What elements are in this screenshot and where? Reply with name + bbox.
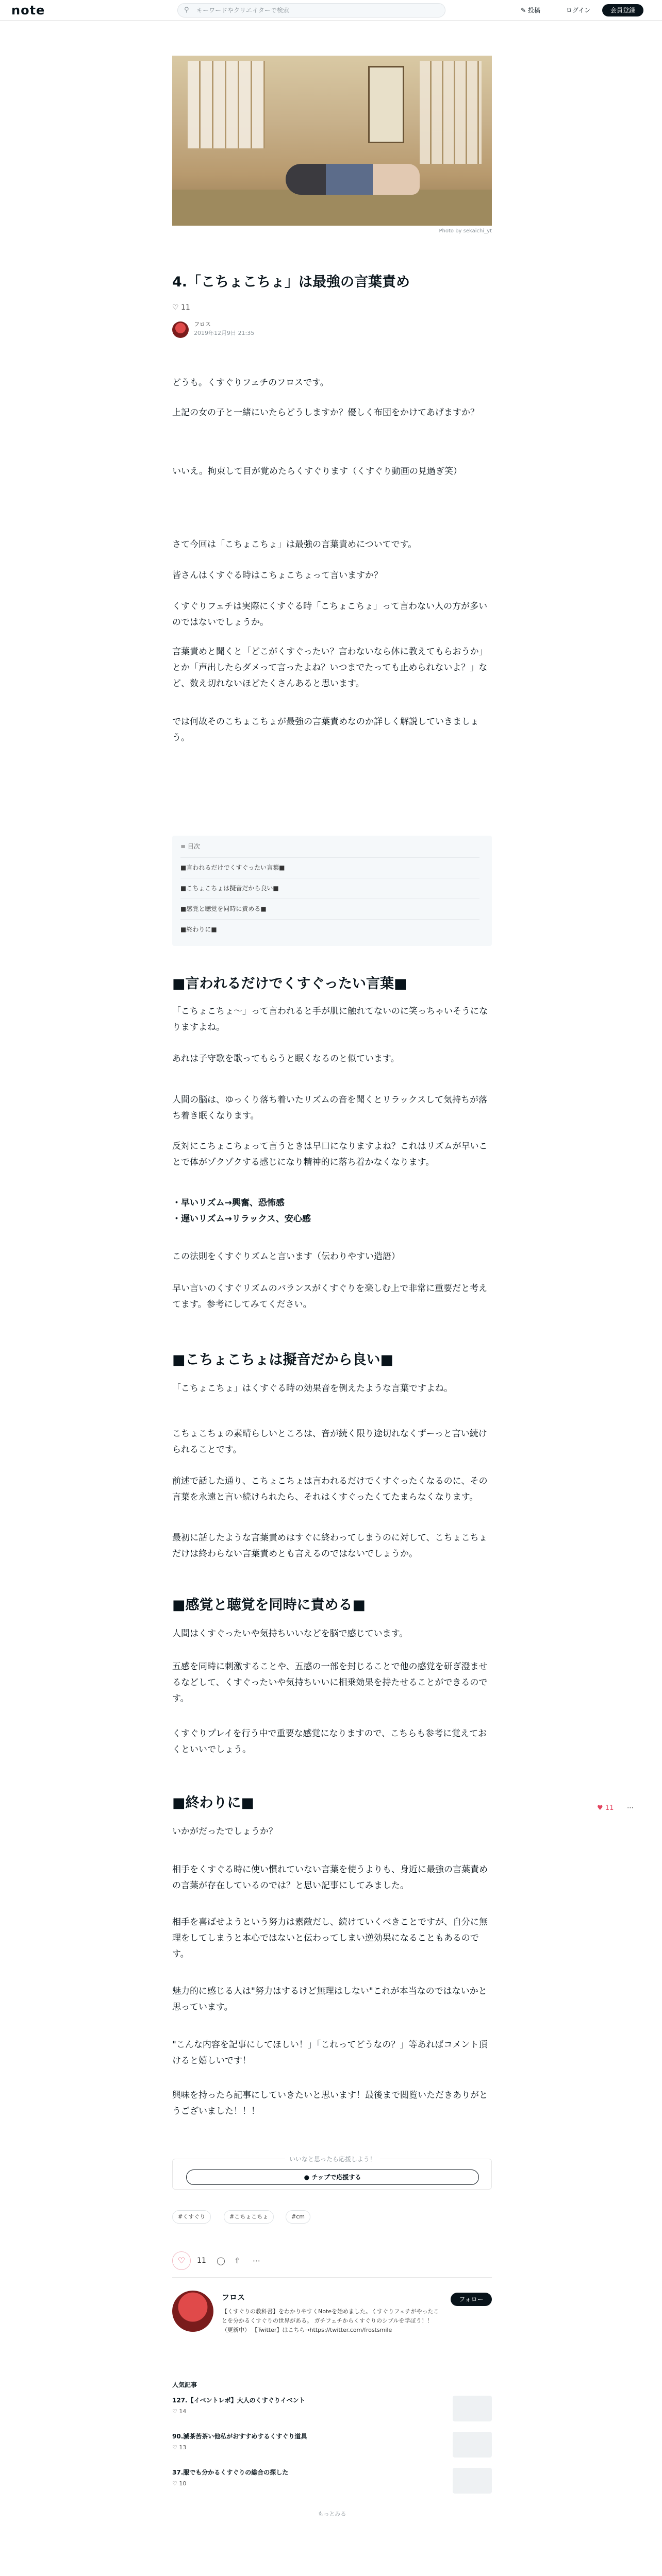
section-paragraph: 反対にこちょこちょって言うときは早口になりますよね？これはリズムが早いことで体がゾクゾクする感じになり精神的に落ち着かなくなります。 bbox=[172, 1141, 488, 1167]
related-title: 37.服でも分かるくすぐりの総合の探した bbox=[172, 2469, 289, 2476]
section-heading: ■言われるだけでくすぐったい言葉■ bbox=[172, 976, 407, 992]
toc-item[interactable]: ■感覚と聴覚を同時に責める■ bbox=[180, 899, 479, 913]
pen-icon: ✎ bbox=[521, 7, 528, 14]
section-paragraph: 前述で話した通り、こちょこちょは言われるだけでくすぐったくなるのに、その言葉を永遠と言い続けられたら、それはくすぐったくてたまらなくなります。 bbox=[172, 1476, 488, 1502]
related-article[interactable] bbox=[172, 2468, 492, 2497]
section-heading: ■感覚と聴覚を同時に責める■ bbox=[172, 1597, 366, 1613]
section-paragraph: 「こちょこちょ」はくすぐる時の効果音を例えたような言葉ですよね。 bbox=[172, 1383, 453, 1394]
related-thumbnail bbox=[453, 2468, 492, 2494]
support-question bbox=[173, 2155, 492, 2163]
section-paragraph: 人間の脳は、ゆっくり落ち着いたリズムの音を聞くとリラックスして気持ちが落ち着き眠くなります。 bbox=[172, 1095, 487, 1121]
toc-item[interactable]: ■終わりに■ bbox=[180, 919, 479, 934]
shoji-screen bbox=[188, 61, 265, 148]
tip-button[interactable] bbox=[186, 2170, 479, 2185]
like-count: 11 bbox=[197, 2257, 206, 2265]
search-placeholder: キーワードやクリエイターで検索 bbox=[196, 7, 289, 14]
section-paragraph: 相手を喜ばせようという努力は素敵だし、続けていくべきことですが、自分に無理をしてしまうと本心ではないと伝わってしまい逆効果になることもあるのです。 bbox=[172, 1917, 488, 1959]
related-likes bbox=[172, 2479, 186, 2488]
coin-icon: ● bbox=[304, 2174, 312, 2181]
section-paragraph: この法則をくすぐりズムと言います（伝わりやすい造語） bbox=[172, 1251, 400, 1262]
article-title: 4.「こちょこちょ」は最強の言葉責め bbox=[172, 274, 410, 290]
toc-item[interactable]: ■こちょこちょは擬音だから良い■ bbox=[180, 878, 479, 893]
tip-button-label: チップで応援する bbox=[311, 2174, 361, 2181]
floating-share-icon[interactable]: ⋯ bbox=[627, 1804, 634, 1812]
comment-icon[interactable]: ◯ bbox=[217, 2256, 225, 2265]
more-icon[interactable]: ⋯ bbox=[253, 2256, 260, 2265]
section-paragraph: 興味を持ったら記事にしていきたいと思います！最後まで閲覧いただきありがとうございました！！！ bbox=[172, 2090, 488, 2116]
section-paragraph: あれは子守歌を歌ってもらうと眠くなるのと似ています。 bbox=[172, 1054, 400, 1064]
hashtag[interactable]: #cm bbox=[286, 2210, 310, 2224]
intro-paragraph: どうも。くすぐりフェチのフロスです。 bbox=[172, 378, 329, 388]
section-paragraph: こちょこちょの素晴らしいところは、音が続く限り途切れなくずーっと言い続けられることです。 bbox=[172, 1429, 487, 1455]
heart-icon: ♡ bbox=[172, 2444, 179, 2451]
list-icon: ≡ bbox=[180, 843, 188, 850]
section-paragraph: 「こちょこちょ〜」って言われると手が肌に触れてないのに笑っちゃいそうになりますよね。 bbox=[172, 1006, 488, 1032]
more-link[interactable]: もっとみる bbox=[318, 2511, 346, 2517]
floating-like-count: 11 bbox=[605, 1804, 614, 1812]
section-paragraph: "こんな内容を記事にしてほしい！」「これってどうなの？」等あればコメント頂けると嬉しいです！ bbox=[172, 2040, 488, 2066]
post-label: 投稿 bbox=[527, 7, 540, 14]
share-icon[interactable]: ⇧ bbox=[234, 2256, 241, 2265]
section-paragraph: いかがだったでしょうか？ bbox=[172, 1826, 277, 1837]
related-likes bbox=[172, 2407, 186, 2416]
author-avatar[interactable] bbox=[172, 321, 189, 338]
related-like-count: 14 bbox=[179, 2408, 187, 2415]
hashtag[interactable]: #くすぐり bbox=[172, 2210, 211, 2224]
related-heading: 人気記事 bbox=[172, 2381, 197, 2388]
related-article[interactable] bbox=[172, 2396, 492, 2425]
hanging-scroll bbox=[368, 66, 404, 143]
article-like-count[interactable] bbox=[172, 302, 190, 313]
divider bbox=[172, 2277, 492, 2278]
search-icon: ⚲ bbox=[184, 6, 189, 14]
register-button[interactable]: 会員登録 bbox=[602, 4, 643, 16]
table-of-contents bbox=[172, 836, 492, 946]
intro-paragraph: 上記の女の子と一緒にいたらどうしますか？優しく布団をかけてあげますか？ bbox=[172, 408, 479, 418]
hashtag[interactable]: #こちょこちょ bbox=[224, 2210, 274, 2224]
tatami-floor bbox=[172, 190, 492, 226]
like-number: 11 bbox=[181, 303, 190, 312]
section-paragraph: くすぐりプレイを行う中で重要な感覚になりますので、こちらも参考に覚えておくといいでしょう。 bbox=[172, 1728, 487, 1755]
section-paragraph: 早い言いのくすぐリズムのバランスがくすぐりを楽しむ上で非常に重要だと考えてます。参考にしてみてください。 bbox=[172, 1283, 488, 1310]
intro-paragraph: さて今回は「こちょこちょ」は最強の言葉責めについてです。 bbox=[172, 539, 417, 550]
section-paragraph: 五感を同時に刺激することや、五感の一部を封じることで他の感覚を研ぎ澄ませるなどして、くすぐったいや気持ちいいに相乗効果を持たせることができるのです。 bbox=[172, 1662, 488, 1704]
search-input[interactable] bbox=[177, 3, 445, 18]
intro-paragraph: くすぐりフェチは実際にくすぐる時「こちょこちょ」って言わない人の方が多いのではないでしょうか。 bbox=[172, 601, 488, 628]
intro-paragraph: いいえ。拘束して目が覚めたらくすぐります（くすぐり動画の見過ぎ笑） bbox=[172, 466, 462, 477]
eyecatch-image bbox=[172, 56, 492, 226]
post-button[interactable] bbox=[521, 5, 540, 16]
like-button[interactable]: ♡ bbox=[172, 2251, 191, 2270]
section-paragraph: 相手をくすぐる時に使い慣れていない言葉を使うよりも、身近に最強の言葉責めの言葉が存在しているのでは？と思い記事にしてみました。 bbox=[172, 1865, 488, 1891]
section-heading: ■終わりに■ bbox=[172, 1795, 255, 1811]
related-thumbnail bbox=[453, 2432, 492, 2458]
author-name[interactable]: フロス bbox=[194, 321, 211, 328]
section-paragraph: 魅力的に感じる人は"努力はするけど無理はしない"これが本当なのではないかと思っています。 bbox=[172, 1986, 487, 2012]
section-paragraph: 人間はくすぐったいや気持ちいいなどを脳で感じています。 bbox=[172, 1629, 408, 1639]
related-like-count: 10 bbox=[179, 2480, 187, 2487]
support-question-text: いいなと思ったら応援しよう！ bbox=[285, 2156, 380, 2163]
login-link[interactable]: ログイン bbox=[566, 7, 591, 14]
heart-icon: ♥ bbox=[597, 1804, 605, 1812]
author-profile bbox=[172, 2291, 492, 2358]
intro-paragraph: では何故そのこちょこちょが最強の言葉責めなのか詳しく解説していきましょう。 bbox=[172, 717, 479, 743]
intro-paragraph: 皆さんはくすぐる時はこちょこちょって言いますか？ bbox=[172, 570, 383, 581]
photo-credit: Photo by sekaichi_yt bbox=[439, 228, 492, 234]
related-like-count: 13 bbox=[179, 2444, 187, 2451]
support-box bbox=[172, 2156, 492, 2190]
section-heading: ■こちょこちょは擬音だから良い■ bbox=[172, 1352, 394, 1368]
article-actions bbox=[172, 2251, 492, 2272]
profile-avatar[interactable] bbox=[172, 2291, 213, 2332]
related-title: 90.滅茶苦茶い他私がおすすめするくすぐり道具 bbox=[172, 2433, 307, 2440]
toc-title[interactable] bbox=[180, 842, 200, 851]
related-article[interactable] bbox=[172, 2432, 492, 2461]
note-logo[interactable]: note bbox=[11, 3, 45, 18]
follow-button[interactable]: フォロー bbox=[451, 2293, 492, 2306]
floating-like-button[interactable] bbox=[597, 1803, 614, 1814]
intro-paragraph: 言葉責めと聞くと「どこがくすぐったい？言わないなら体に教えてもらおうか」とか「声出したらダメって言ったよね？いつまでたっても止められないよ？」など、数え切れないほどたくさんあると思います。 bbox=[172, 647, 488, 689]
publish-date: 2019年12月9日 21:35 bbox=[194, 330, 255, 336]
related-likes bbox=[172, 2443, 186, 2452]
sleeping-person bbox=[286, 164, 420, 195]
rhythm-list: ・早いリズム→興奮、恐怖感 ・遅いリズム→リラックス、安心感 bbox=[172, 1198, 311, 1224]
global-header bbox=[0, 0, 662, 21]
toc-item[interactable]: ■言われるだけでくすぐったい言葉■ bbox=[180, 857, 479, 872]
heart-icon: ♡ bbox=[172, 2408, 179, 2415]
profile-name[interactable]: フロス bbox=[222, 2293, 245, 2302]
heart-icon: ♡ bbox=[172, 2480, 179, 2487]
section-paragraph: 最初に話したような言葉責めはすぐに終わってしまうのに対して、こちょこちょだけは終わらない言葉責めとも言えるのではないでしょうか。 bbox=[172, 1533, 488, 1559]
related-thumbnail bbox=[453, 2396, 492, 2421]
profile-description: 【くすぐりの教科書】をわかりやすくNoteを始めました。くすぐりフェチがやったことを分かるくすぐりの世界がある。 ガチフェチからくすぐりのシブルを学ぼう！！（更新中） 【Twitter】はこちら→https://twitter.com/frostsmile bbox=[222, 2308, 439, 2333]
related-title: 127.【イベントレポ】大人のくすぐりイベント bbox=[172, 2397, 305, 2404]
toc-title-label: 目次 bbox=[187, 843, 200, 850]
shoji-screen-right bbox=[420, 61, 482, 164]
heart-icon: ♡ bbox=[172, 303, 181, 312]
